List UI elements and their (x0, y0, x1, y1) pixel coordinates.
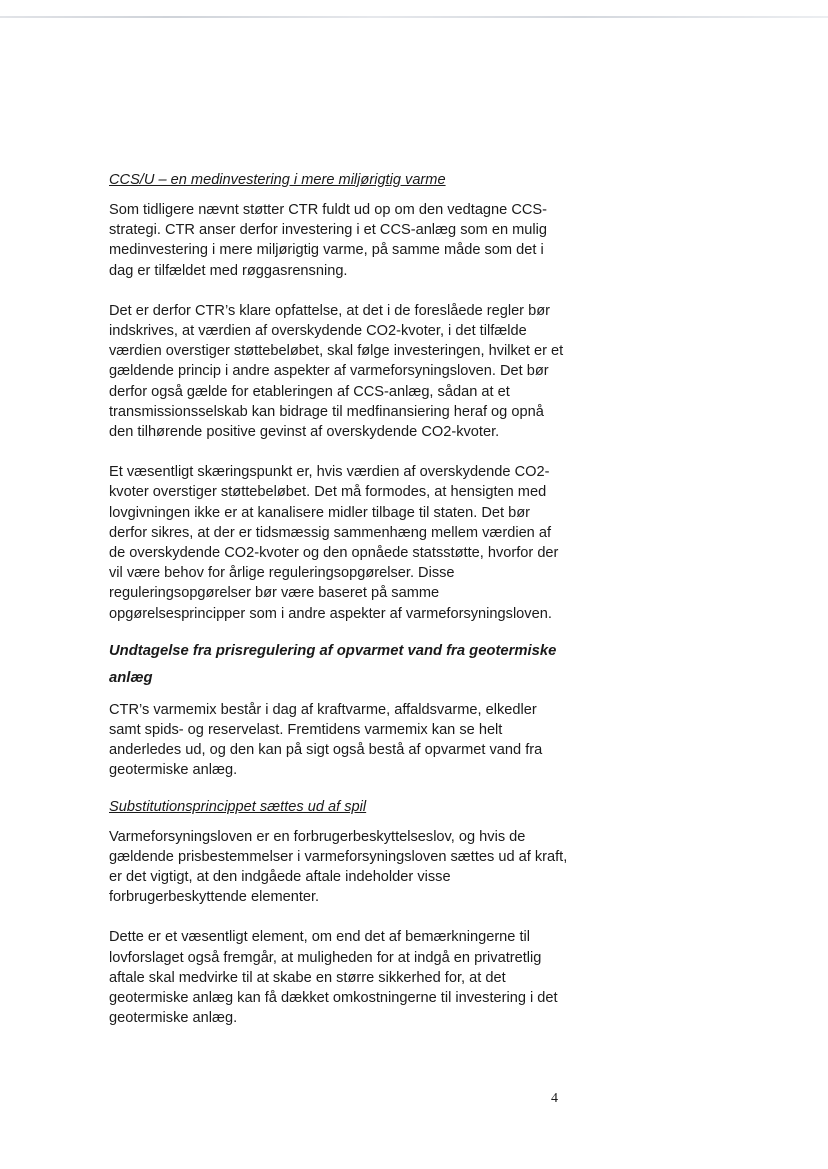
subheading-substitution: Substitutionsprincippet sættes ud af spil (109, 798, 367, 815)
section-heading-geothermal: Undtagelse fra prisregulering af opvarmet vand fra geotermiske anlæg (109, 642, 557, 686)
page-number: 4 (551, 1091, 558, 1106)
scan-top-edge (0, 16, 828, 18)
paragraph-co2-quotas: Det er derfor CTR’s klare opfattelse, at det i de foreslåede regler bør indskrives, at værdien af overskydende CO2-kvoter, i det tilfælde værdien overstiger støttebeløbet, skal følge investeringen, hvilket er et gældende princip i andre aspekter af varmeforsyningsloven. Det bør derfor også gælde for etableringen af CCS-anlæg, sådan at et transmissionsselskab kan bidrage til medfinansiering heraf og opnå den tilhørende positive gevinst af overskydende CO2-kvoter. (109, 302, 564, 441)
paragraph-ccs-strategy: Som tidligere nævnt støtter CTR fuldt ud op om den vedtagne CCS-strategi. CTR anser derfor investering i et CCS-anlæg som en mulig medinvestering i mere miljørigtig varme, på samme måde som det i dag er tilfældet med røggasrensning. (109, 202, 548, 279)
paragraph-intersection: Et væsentligt skæringspunkt er, hvis værdien af overskydende CO2-kvoter overstiger støttebeløbet. Det må formodes, at hensigten med lovgivningen ikke er at kanalisere midler tilbage til staten. Det bør derfor sikres, at der er tidsmæssig sammenhæng mellem værdien af de overskydende CO2-kvoter og den opnåede statsstøtte, hvorfor der vil være behov for årlige reguleringsopgørelser. Disse reguleringsopgørelser bør være baseret på samme opgørelsesprincipper som i andre aspekter af varmeforsyningsloven. (109, 464, 559, 622)
paragraph-consumer-protection: Varmeforsyningsloven er en forbrugerbeskyttelseslov, og hvis de gældende prisbestemmelser i varmeforsyningsloven sættes ud af kraft, er det vigtigt, at den indgåede aftale indeholder visse forbrugerbeskyttende elementer. (109, 828, 568, 906)
subheading-ccs: CCS/U – en medinvestering i mere miljørigtig varme (109, 172, 446, 188)
paragraph-essential-element: Dette er et væsentligt element, om end det af bemærkningerne til lovforslaget også fremgår, at muligheden for at indgå en privatretlig aftale skal medvirke til at skabe en større sikkerhed for, at det geotermiske anlæg kan få dækket omkostningerne til investering i det geotermiske anlæg. (109, 929, 558, 1027)
document-body (109, 170, 569, 1049)
paragraph-heat-mix: CTR’s varmemix består i dag af kraftvarme, affaldsvarme, elkedler samt spids- og reservelast. Fremtidens varmemix kan se helt anderledes ud, og den kan på sigt også bestå af opvarmet vand fra geotermiske anlæg. (109, 701, 543, 779)
